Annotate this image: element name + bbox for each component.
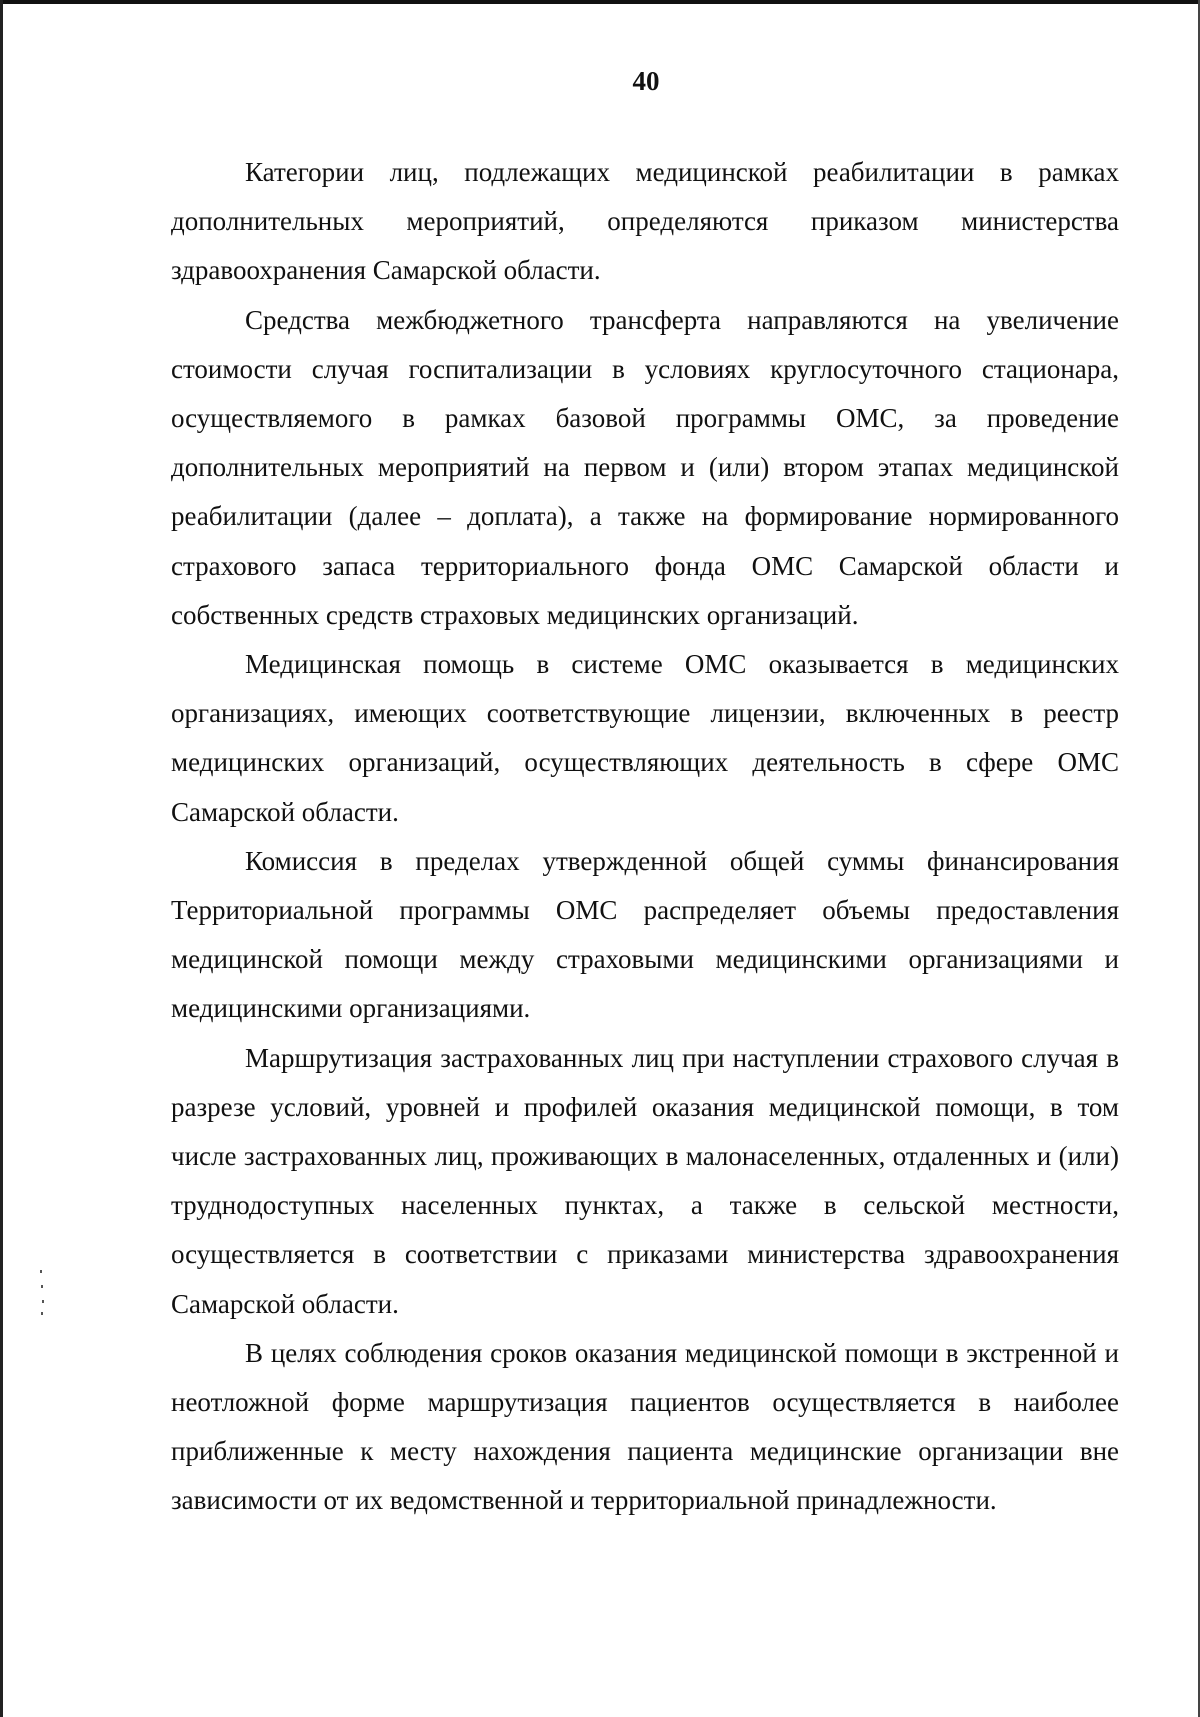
paragraph: Средства межбюджетного трансферта направляются на увеличение стоимости случая госпитализации в условиях круглосуточного стационара, осуществляемого в рамках базовой программы ОМС, за проведение дополнительных мероприятий на первом и (или) втором этапах медицинской реабилитации (далее – доплата), а также на формирование нормированного страхового запаса территориального фонда ОМС Самарской области и собственных средств страховых медицинских организаций. bbox=[171, 304, 1119, 630]
scan-speck bbox=[41, 1285, 43, 1288]
scan-speck bbox=[40, 1270, 42, 1273]
paragraph: Медицинская помощь в системе ОМС оказывается в медицинских организациях, имеющих соответствующие лицензии, включенных в реестр медицинских организаций, осуществляющих деятельность в сфере ОМС Самарской области. bbox=[171, 649, 1119, 827]
scan-speck bbox=[42, 1300, 44, 1303]
body-text bbox=[171, 148, 1119, 1526]
scan-edge-left bbox=[0, 0, 3, 1717]
scan-edge-top bbox=[0, 0, 1200, 4]
paragraph: Категории лиц, подлежащих медицинской реабилитации в рамках дополнительных мероприятий, определяются приказом министерства здравоохранения Самарской области. bbox=[171, 157, 1119, 286]
paragraph: Комиссия в пределах утвержденной общей суммы финансирования Территориальной программы ОМС распределяет объемы предоставления медицинской помощи между страховыми медицинскими организациями и медицинскими организациями. bbox=[171, 845, 1119, 1024]
page-number: 40 bbox=[632, 66, 660, 96]
paragraph: Маршрутизация застрахованных лиц при наступлении страхового случая в разрезе условий, уровней и профилей оказания медицинской помощи, в том числе застрахованных лиц, проживающих в малонаселенных, отдаленных и (или) труднодоступных населенных пунктах, а также в сельской местности, осуществляется в соответствии с приказами министерства здравоохранения Самарской области. bbox=[171, 1042, 1119, 1319]
paragraph: В целях соблюдения сроков оказания медицинской помощи в экстренной и неотложной форме маршрутизация пациентов осуществляется в наиболее приближенные к месту нахождения пациента медицинские организации вне зависимости от их ведомственной и территориальной принадлежности. bbox=[171, 1337, 1119, 1516]
scan-speck bbox=[41, 1312, 43, 1315]
